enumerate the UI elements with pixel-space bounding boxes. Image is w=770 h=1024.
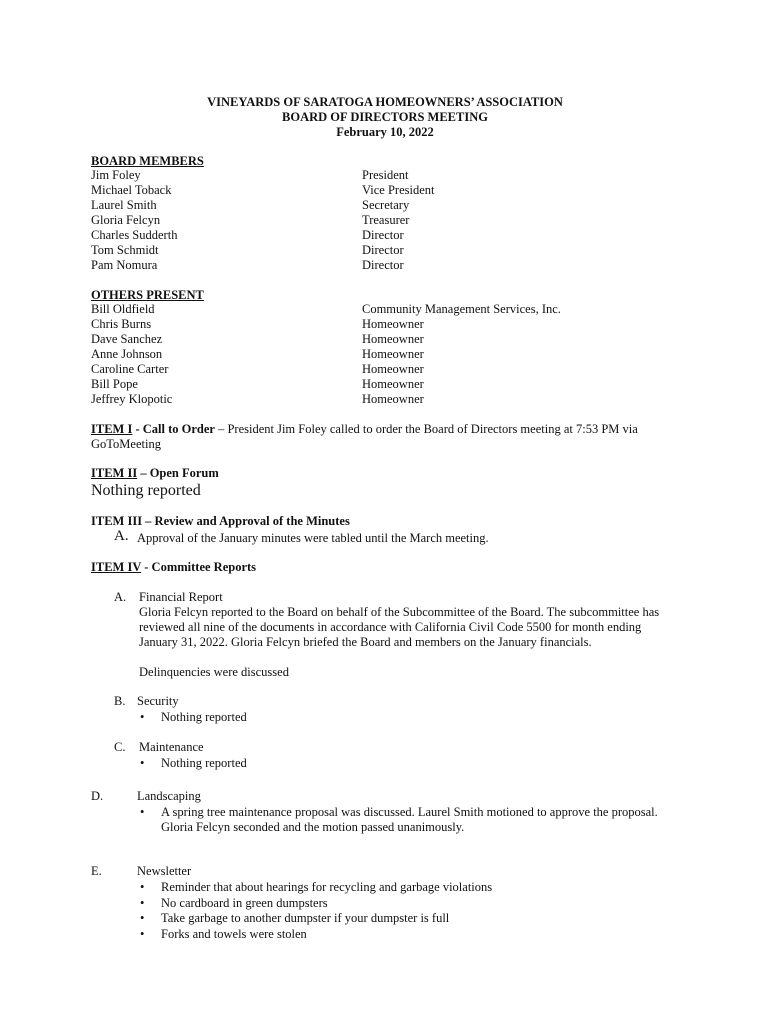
newsletter-title: Newsletter [137, 864, 192, 878]
attendee-name: Bill Pope [91, 377, 138, 391]
attendee-role: Community Management Services, Inc. [362, 302, 561, 316]
item-1-text-continued: GoToMeeting [91, 437, 161, 451]
item-1-label: ITEM I [91, 422, 133, 436]
landscaping-title: Landscaping [137, 789, 201, 803]
landscaping-bullet-line: A spring tree maintenance proposal was discussed. Laurel Smith motioned to approve the proposal. [161, 805, 658, 819]
item-2-label: ITEM II [91, 466, 138, 480]
bullet-icon: • [140, 927, 145, 941]
financial-line: Gloria Felcyn reported to the Board on behalf of the Subcommittee of the Board. The subcommittee has [139, 605, 660, 619]
attendee-name: Jeffrey Klopotic [91, 392, 173, 406]
others-present-heading: OTHERS PRESENT [91, 288, 204, 302]
financial-line: reviewed all nine of the documents in accordance with California Civil Code 5500 for month ending [139, 620, 642, 634]
attendee-role: Homeowner [362, 332, 424, 346]
member-role: Vice President [362, 183, 435, 197]
board-members-heading: BOARD MEMBERS [91, 154, 204, 168]
item-4-label: ITEM IV [91, 560, 142, 574]
maintenance-bullet: Nothing reported [161, 756, 247, 770]
maintenance-title: Maintenance [139, 740, 204, 754]
item-1-call-to-order [91, 422, 638, 437]
member-role: Director [362, 228, 404, 242]
bullet-icon: • [140, 911, 145, 925]
landscaping-letter: D. [91, 789, 104, 803]
bullet-icon: • [140, 756, 145, 770]
item-3-sub-letter: A. [114, 528, 129, 544]
attendee-name: Caroline Carter [91, 362, 169, 376]
member-name: Pam Nomura [91, 258, 158, 272]
member-role: Director [362, 258, 404, 272]
member-role: Director [362, 243, 404, 257]
security-title: Security [137, 694, 179, 708]
security-bullet: Nothing reported [161, 710, 247, 724]
landscaping-bullet-line: Gloria Felcyn seconded and the motion passed unanimously. [161, 820, 465, 834]
member-name: Laurel Smith [91, 198, 157, 212]
item-2-title: – Open Forum [137, 466, 219, 480]
security-letter: B. [114, 694, 126, 708]
member-name: Gloria Felcyn [91, 213, 161, 227]
member-name: Charles Sudderth [91, 228, 178, 242]
bullet-icon: • [140, 805, 145, 819]
newsletter-bullet: Forks and towels were stolen [161, 927, 307, 941]
member-role: Treasurer [362, 213, 410, 227]
member-role: Secretary [362, 198, 410, 212]
attendee-role: Homeowner [362, 347, 424, 361]
item-3-sub-text: Approval of the January minutes were tabled until the March meeting. [137, 531, 489, 545]
member-name: Tom Schmidt [91, 243, 159, 257]
newsletter-bullet: No cardboard in green dumpsters [161, 896, 328, 910]
item-4-title: - Committee Reports [141, 560, 257, 574]
member-name: Jim Foley [91, 168, 141, 182]
attendee-name: Dave Sanchez [91, 332, 163, 346]
financial-title: Financial Report [139, 590, 223, 604]
financial-letter: A. [114, 590, 127, 604]
maintenance-letter: C. [114, 740, 126, 754]
attendee-role: Homeowner [362, 362, 424, 376]
meeting-date: February 10, 2022 [336, 125, 434, 139]
attendee-name: Chris Burns [91, 317, 152, 331]
item-2-heading [91, 466, 219, 481]
newsletter-bullet: Reminder that about hearings for recycling and garbage violations [161, 880, 493, 894]
item-4-heading [91, 560, 256, 575]
bullet-icon: • [140, 880, 145, 894]
attendee-name: Bill Oldfield [91, 302, 155, 316]
item-1-text: – President Jim Foley called to order the Board of Directors meeting at 7:53 PM via [214, 422, 638, 436]
item-3-heading: ITEM III – Review and Approval of the Minutes [91, 514, 350, 528]
item-1-title: - Call to Order [132, 422, 215, 436]
attendee-role: Homeowner [362, 377, 424, 391]
newsletter-bullet: Take garbage to another dumpster if your dumpster is full [161, 911, 450, 925]
newsletter-letter: E. [91, 864, 102, 878]
attendee-name: Anne Johnson [91, 347, 163, 361]
attendee-role: Homeowner [362, 317, 424, 331]
member-name: Michael Toback [91, 183, 172, 197]
item-2-note: Nothing reported [91, 482, 201, 499]
association-title: VINEYARDS OF SARATOGA HOMEOWNERS’ ASSOCIATION [207, 95, 563, 109]
bullet-icon: • [140, 896, 145, 910]
meeting-title: BOARD OF DIRECTORS MEETING [282, 110, 488, 124]
financial-line: January 31, 2022. Gloria Felcyn briefed the Board and members on the January financials. [139, 635, 592, 649]
financial-note: Delinquencies were discussed [139, 665, 289, 679]
member-role: President [362, 168, 409, 182]
bullet-icon: • [140, 710, 145, 724]
attendee-role: Homeowner [362, 392, 424, 406]
